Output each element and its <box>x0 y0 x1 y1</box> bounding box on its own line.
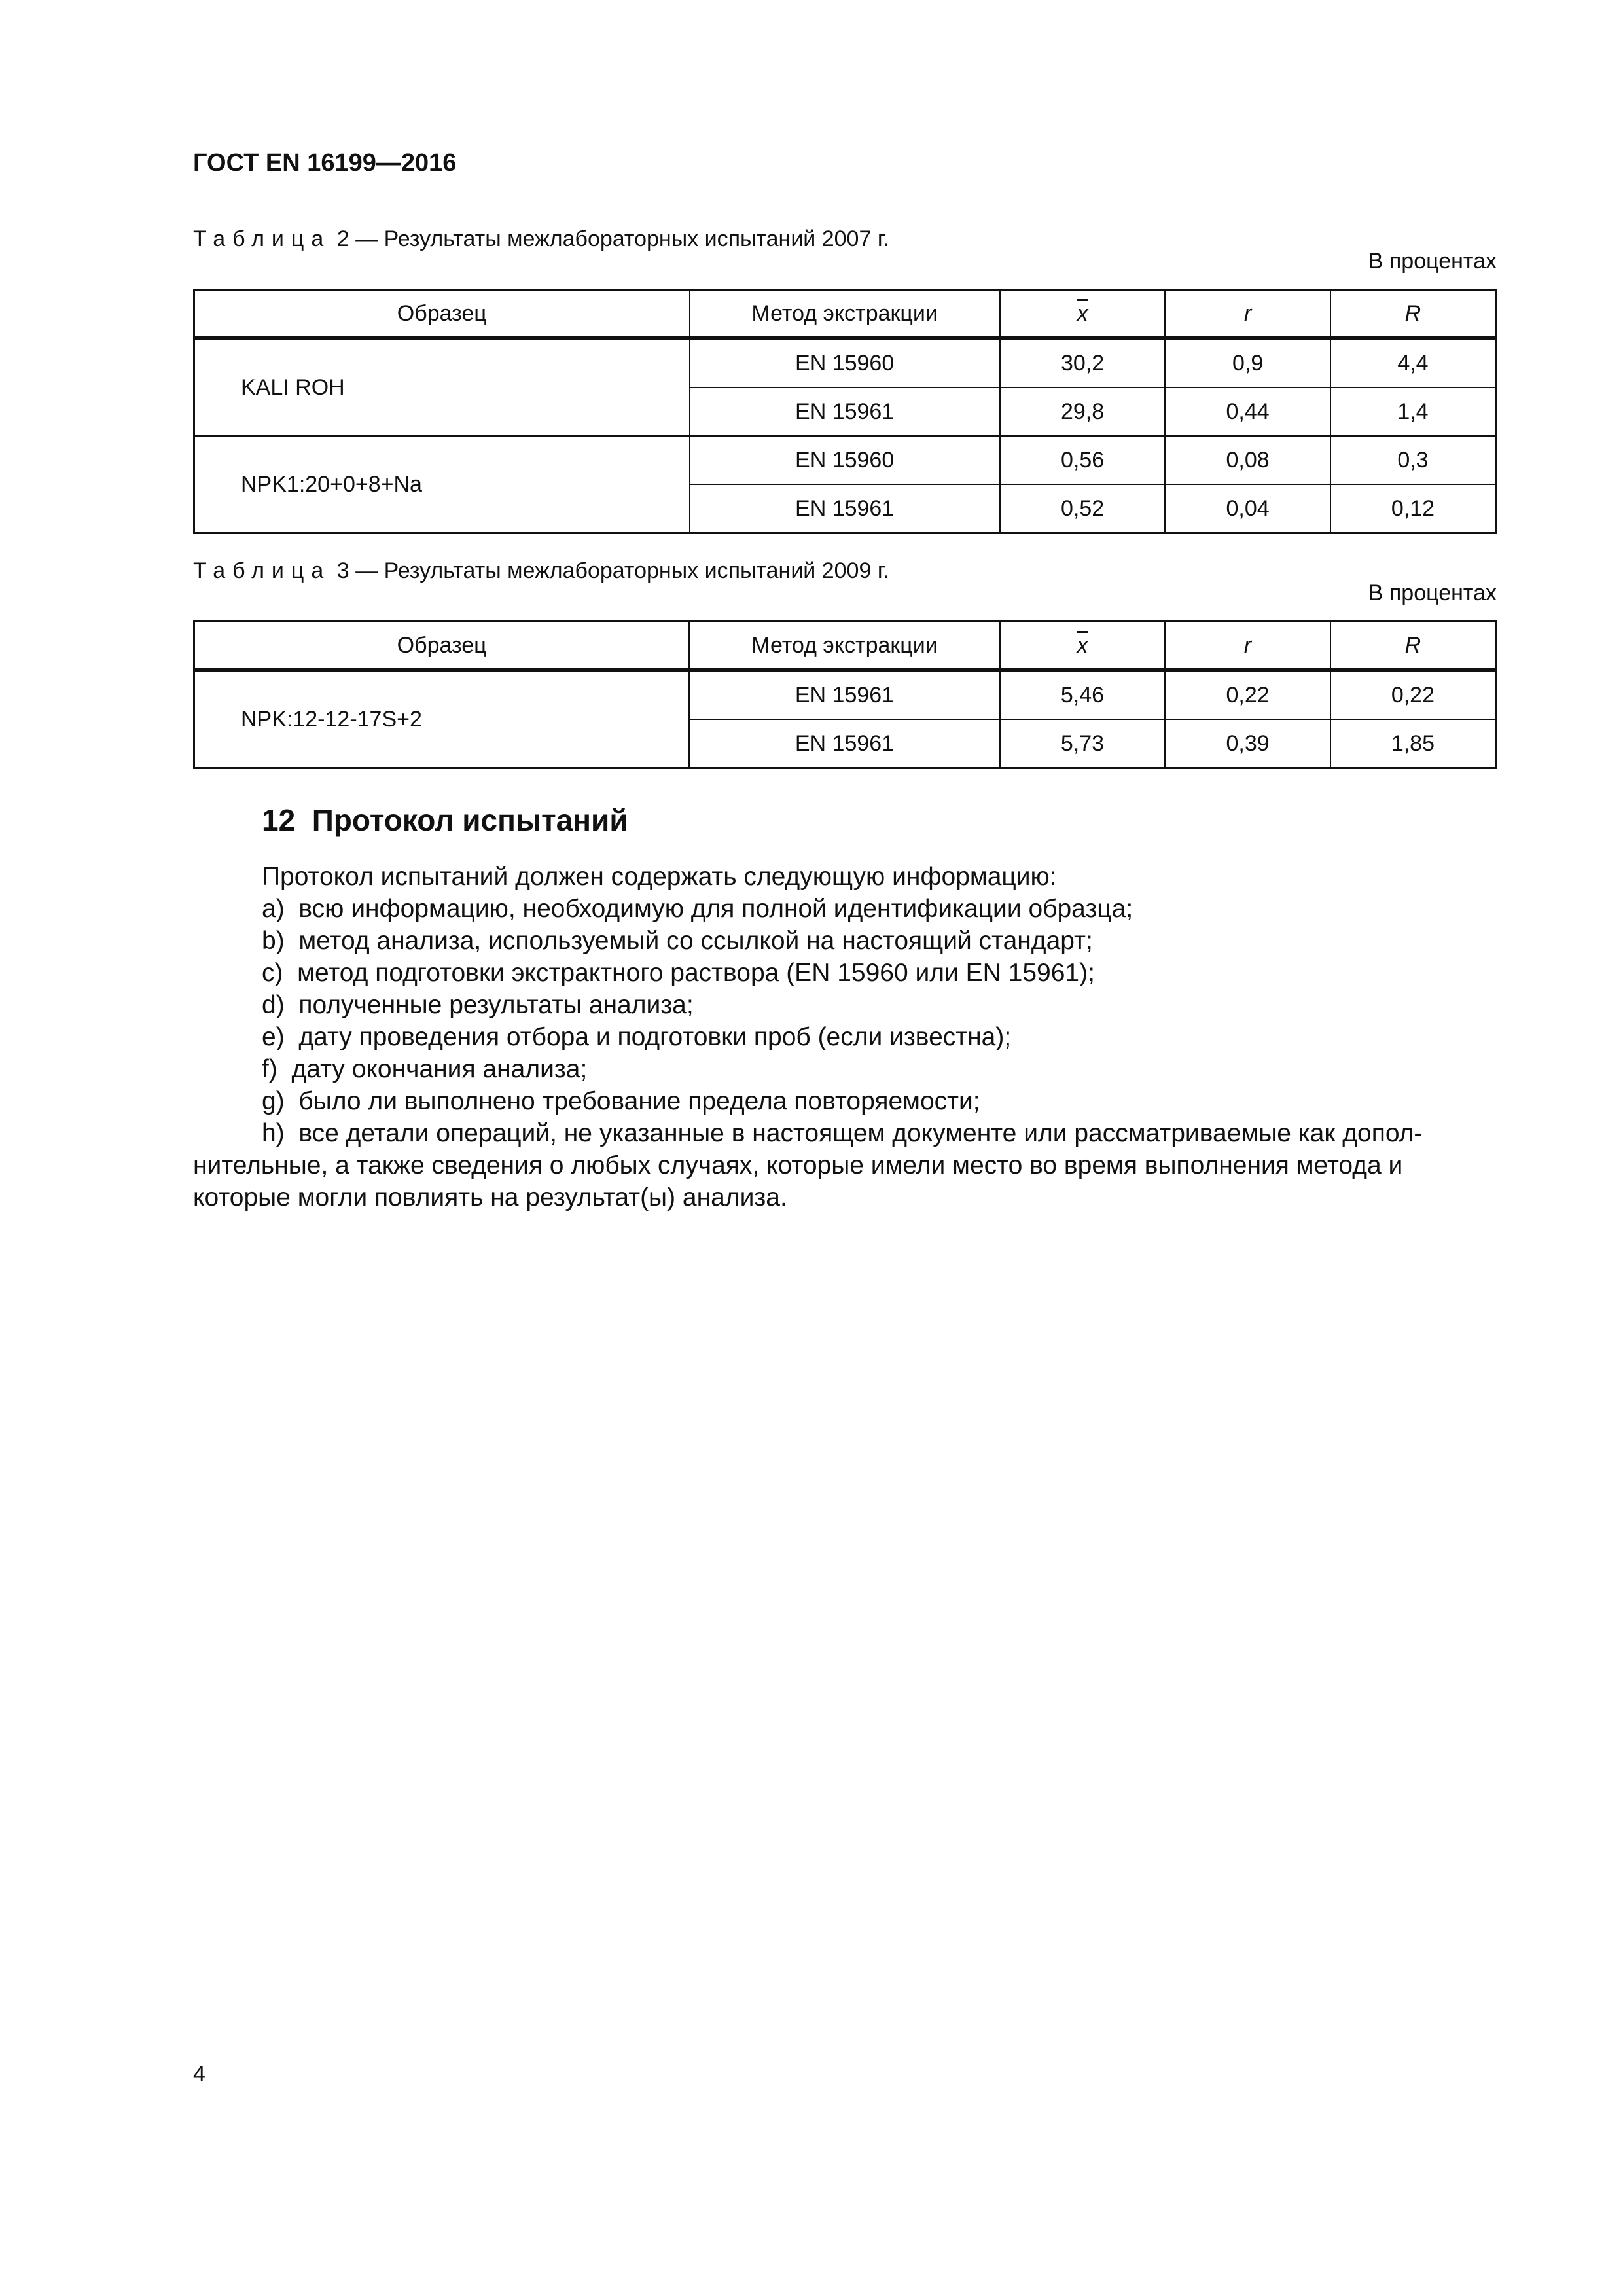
list-item-h-line2: нительные, а также сведения о любых случаях, которые имели место во время выполнения метода и <box>193 1151 1403 1179</box>
list-item-h-line1: h) все детали операций, не указанные в настоящем документе или рассматриваемые как допол- <box>262 1119 1423 1147</box>
repeatability-cell: 0,08 <box>1165 436 1330 484</box>
list-item: d) полученные результаты анализа; <box>262 991 694 1019</box>
table2-caption-text: 2 — Результаты межлабораторных испытаний 2007 г. <box>336 226 889 251</box>
table-row <box>194 670 1496 720</box>
method-cell: EN 15961 <box>690 484 1000 533</box>
table2-units: В процентах <box>1368 249 1497 274</box>
mean-cell: 5,46 <box>1000 670 1166 720</box>
list-item: b) метод анализа, используемый со ссылкой на настоящий стандарт; <box>262 927 1093 955</box>
method-cell: EN 15961 <box>690 387 1000 436</box>
method-cell: EN 15960 <box>690 338 1000 388</box>
repeatability-cell: 0,44 <box>1165 387 1330 436</box>
col-header-repeatability: r <box>1165 622 1330 670</box>
col-header-reproducibility: R <box>1330 290 1496 338</box>
repeatability-cell: 0,22 <box>1165 670 1330 720</box>
col-header-reproducibility: R <box>1330 622 1496 670</box>
list-item: e) дату проведения отбора и подготовки проб (если известна); <box>262 1023 1012 1051</box>
col-header-mean: $\overline{x}$ <box>1000 290 1166 338</box>
col-header-mean: $\overline{x}$ <box>1000 622 1166 670</box>
reproducibility-cell: 0,22 <box>1330 670 1496 720</box>
reproducibility-cell: 4,4 <box>1330 338 1496 388</box>
table2-caption-word: Таблица <box>193 226 331 251</box>
list-item: a) всю информацию, необходимую для полной идентификации образца; <box>262 895 1133 923</box>
list-item: g) было ли выполнено требование предела повторяемости; <box>262 1087 980 1115</box>
section-intro: Протокол испытаний должен содержать следующую информацию: <box>262 863 1057 891</box>
col-header-sample: Образец <box>194 290 690 338</box>
repeatability-cell: 0,39 <box>1165 719 1330 768</box>
list-item-h-line3: которые могли повлиять на результат(ы) анализа. <box>193 1183 787 1211</box>
sample-cell: NPK:12-12-17S+2 <box>194 670 690 768</box>
mean-cell: 29,8 <box>1000 387 1166 436</box>
mean-cell: 0,52 <box>1000 484 1166 533</box>
reproducibility-cell: 0,12 <box>1330 484 1496 533</box>
reproducibility-cell: 1,85 <box>1330 719 1496 768</box>
mean-cell: 0,56 <box>1000 436 1166 484</box>
col-header-sample: Образец <box>194 622 690 670</box>
list-item: c) метод подготовки экстрактного раствора (EN 15960 или EN 15961); <box>262 959 1095 987</box>
table2-header-row <box>194 290 1496 338</box>
table3 <box>193 620 1497 769</box>
method-cell: EN 15961 <box>689 719 999 768</box>
repeatability-cell: 0,9 <box>1165 338 1330 388</box>
sample-cell: NPK1:20+0+8+Na <box>194 436 690 533</box>
list-item: f) дату окончания анализа; <box>262 1055 588 1083</box>
method-cell: EN 15961 <box>689 670 999 720</box>
col-header-method: Метод экстракции <box>690 290 1000 338</box>
method-cell: EN 15960 <box>690 436 1000 484</box>
reproducibility-cell: 1,4 <box>1330 387 1496 436</box>
table3-units: В процентах <box>1368 581 1497 605</box>
table2-caption <box>193 226 889 252</box>
mean-cell: 30,2 <box>1000 338 1166 388</box>
table-row <box>194 338 1496 388</box>
document-header: ГОСТ EN 16199—2016 <box>193 149 457 177</box>
table3-header-row <box>194 622 1496 670</box>
table3-caption-word: Таблица <box>193 558 331 583</box>
table-row <box>194 436 1496 484</box>
mean-cell: 5,73 <box>1000 719 1166 768</box>
table3-caption <box>193 558 889 584</box>
col-header-method: Метод экстракции <box>689 622 999 670</box>
sample-cell: KALI ROH <box>194 338 690 437</box>
col-header-repeatability: r <box>1165 290 1330 338</box>
page-number: 4 <box>193 2062 205 2087</box>
table3-caption-text: 3 — Результаты межлабораторных испытаний 2009 г. <box>336 558 889 583</box>
section-title: 12 Протокол испытаний <box>262 803 628 837</box>
table2 <box>193 289 1497 534</box>
reproducibility-cell: 0,3 <box>1330 436 1496 484</box>
repeatability-cell: 0,04 <box>1165 484 1330 533</box>
